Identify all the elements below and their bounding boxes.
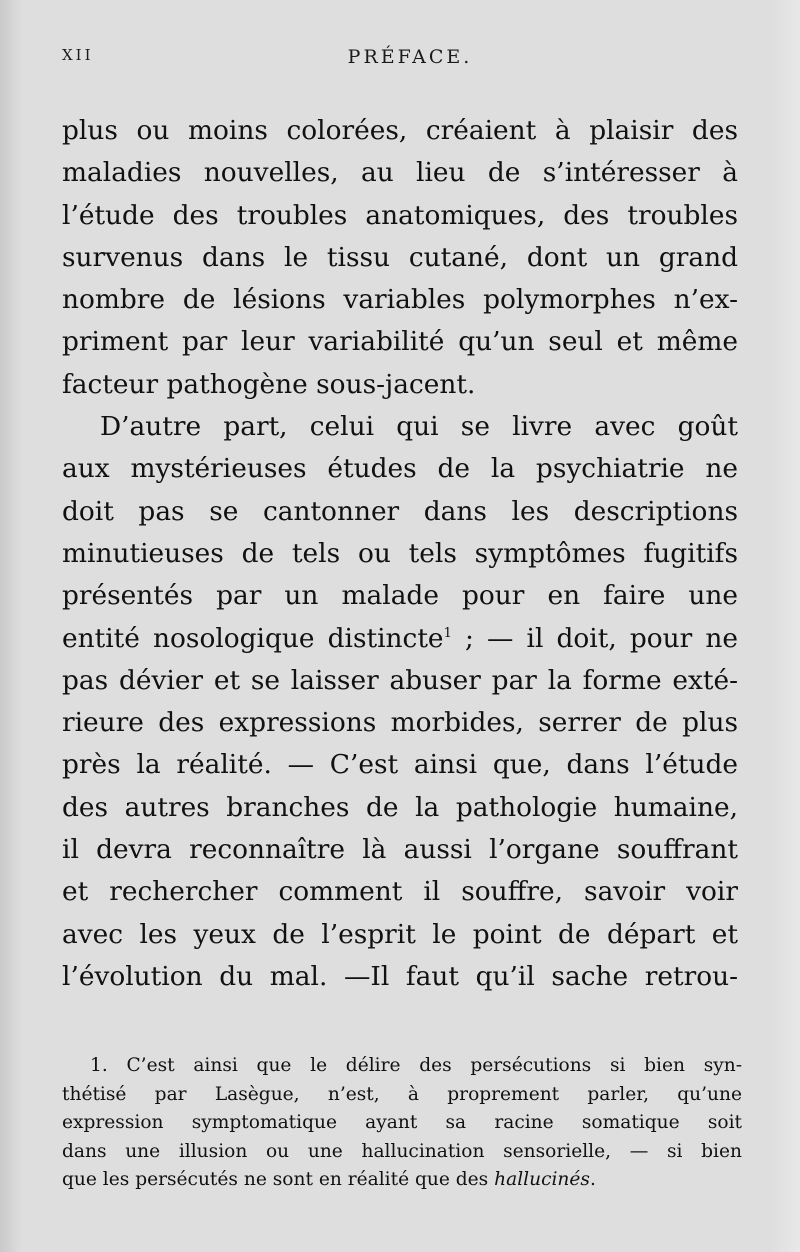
page-number: XII <box>62 46 94 64</box>
running-head <box>62 46 738 76</box>
footnote-end-punct: . <box>589 1169 596 1190</box>
text-line: rieure des expressions morbides, serrer de plus <box>62 707 738 739</box>
text-line: avec les yeux de l’esprit le point de départ et <box>62 918 738 950</box>
footnote <box>62 1052 742 1195</box>
text-line: présentés par un malade pour en faire une <box>62 580 738 612</box>
text-line: nombre de lésions variables polymorphes n’ex- <box>62 284 738 316</box>
footnote-last-line <box>62 1166 742 1195</box>
body-text <box>62 110 738 998</box>
paragraph-start-line: D’autre part, celui qui se livre avec goût <box>100 411 738 443</box>
text-line: et rechercher comment il souffre, savoir voir <box>62 876 738 908</box>
footnote-italic-word: hallucinés <box>494 1169 590 1190</box>
text-line: facteur pathogène sous-jacent. <box>62 368 476 400</box>
text-line: priment par leur variabilité qu’un seul et même <box>62 326 738 358</box>
text-segment: entité nosologique distincte <box>62 622 444 654</box>
text-line: minutieuses de tels ou tels symptômes fugitifs <box>62 537 738 569</box>
text-line: aux mystérieuses études de la psychiatrie ne <box>62 453 738 485</box>
text-line: l’étude des troubles anatomiques, des troubles <box>62 199 738 231</box>
text-line: maladies nouvelles, au lieu de s’intéresser à <box>62 157 738 189</box>
text-line: des autres branches de la pathologie humaine, <box>62 791 738 823</box>
text-line: plus ou moins colorées, créaient à plaisir des <box>62 115 738 146</box>
text-line: près la réalité. — C’est ainsi que, dans l’étude <box>62 749 738 781</box>
footnote-line: expression symptomatique ayant sa racine somatique soit <box>62 1112 742 1133</box>
text-line: pas dévier et se laisser abuser par la forme exté- <box>62 664 738 696</box>
text-line: l’évolution du mal. —Il faut qu’il sache retrou- <box>62 960 738 992</box>
footnote-line: dans une illusion ou une hallucination sensorielle, — si bien <box>62 1140 742 1162</box>
text-line: il devra reconnaître là aussi l’organe souffrant <box>62 834 738 866</box>
text-line: survenus dans le tissu cutané, dont un grand <box>62 241 738 273</box>
footnote-line: 1. C’est ainsi que le délire des persécutions si bien syn- <box>90 1055 742 1076</box>
text-line-with-footnote <box>62 618 738 660</box>
text-segment: ; — il doit, pour ne <box>451 622 738 654</box>
footnote-line: thétisé par Lasègue, n’est, à proprement parler, qu’une <box>62 1083 742 1105</box>
text-line: doit pas se cantonner dans les descriptions <box>62 495 738 527</box>
footnote-segment: que les persécutés ne sont en réalité que des <box>62 1169 495 1190</box>
page-title: PRÉFACE. <box>347 46 473 68</box>
footnote-reference: 1 <box>443 625 452 641</box>
